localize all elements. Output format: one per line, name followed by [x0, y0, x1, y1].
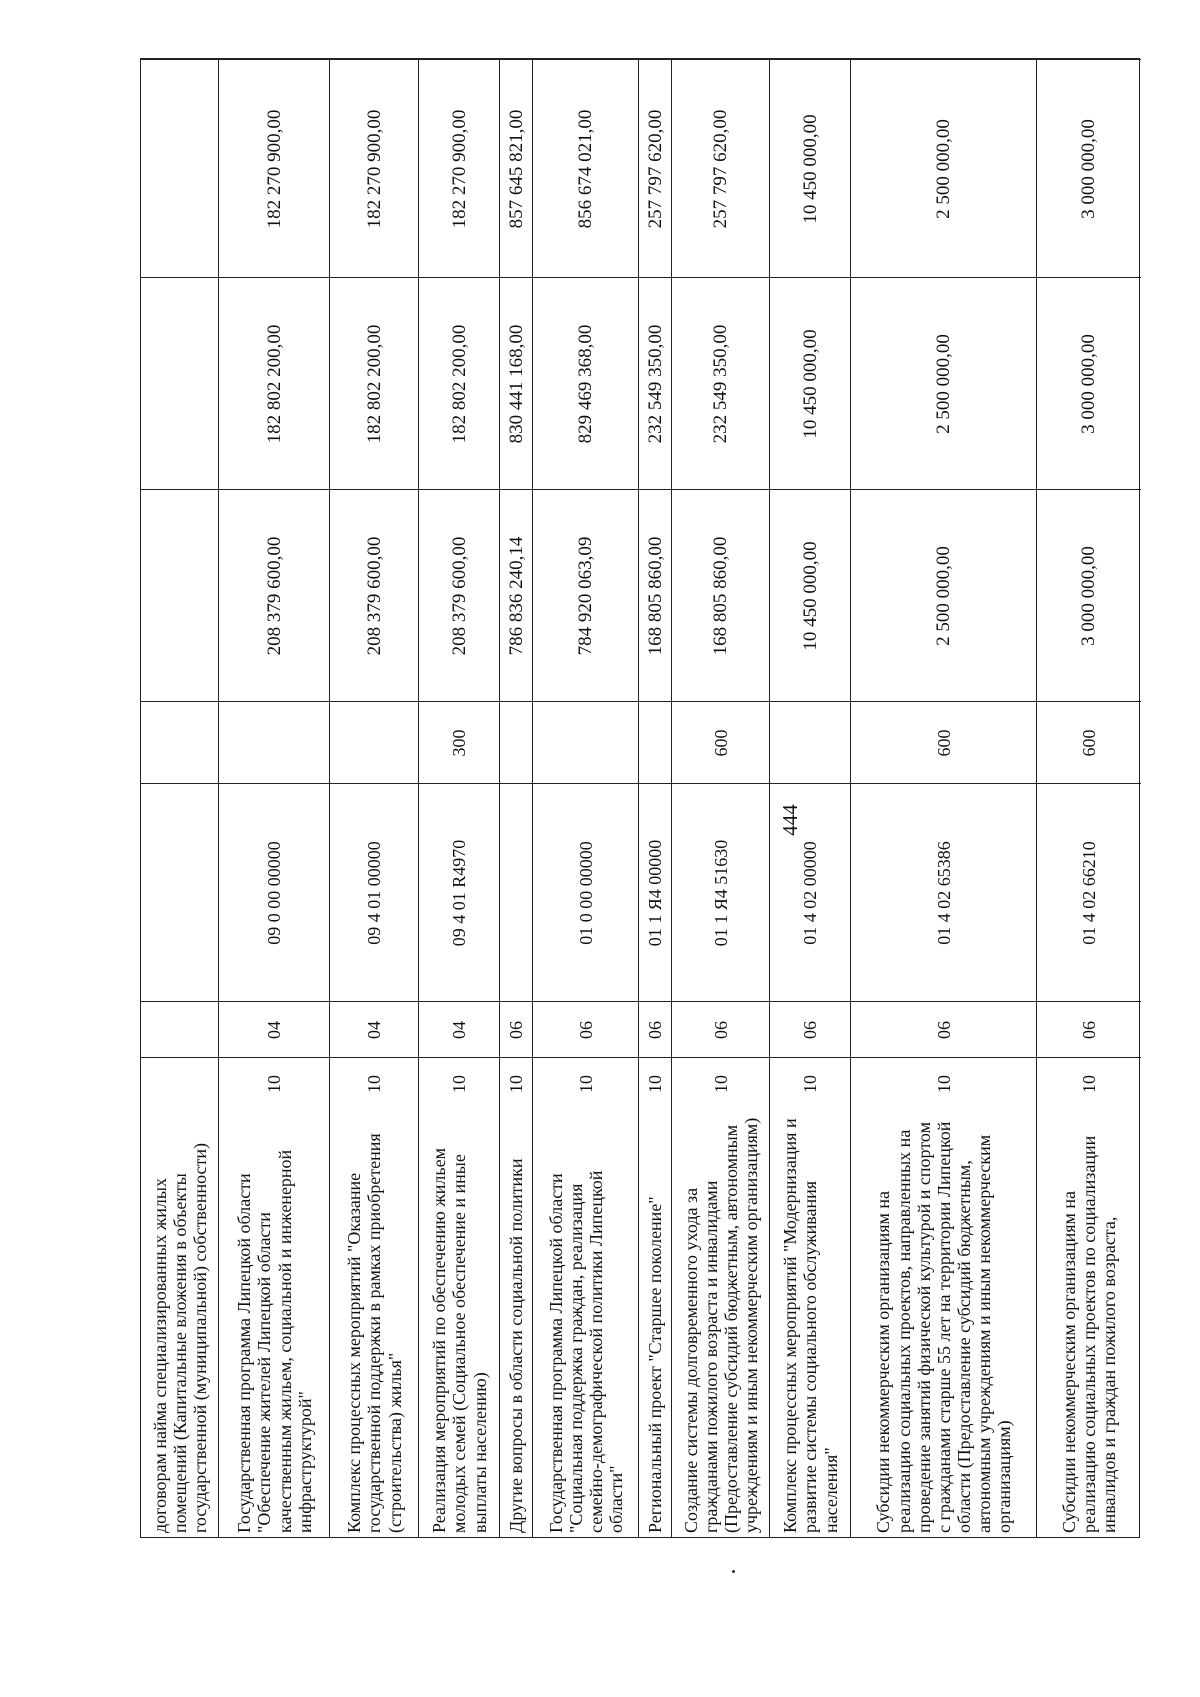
cell-text: 04 — [449, 1021, 470, 1039]
cell-amount2 — [639, 277, 671, 489]
cell-name — [770, 1109, 850, 1539]
cell-text: 2 500 000,00 — [933, 334, 955, 434]
cell-amount2 — [770, 277, 850, 489]
cell-text: 06 — [800, 1021, 821, 1039]
cell-text: 04 — [364, 1021, 385, 1039]
cell-text: 01 4 02 66210 — [1078, 841, 1099, 945]
cell-text: 784 920 063,09 — [575, 536, 597, 656]
cell-target — [419, 783, 499, 1001]
cell-amount3 — [533, 59, 638, 277]
cell-text — [330, 702, 419, 784]
cell-amount3 — [1037, 59, 1141, 277]
cell-text — [500, 784, 533, 1002]
table-row — [500, 59, 533, 1537]
table-row — [330, 59, 419, 1537]
cell-text — [770, 702, 851, 784]
table-row — [770, 59, 851, 1537]
cell-target — [533, 783, 638, 1001]
cell-section — [533, 1057, 638, 1109]
cell-subsection — [770, 1001, 850, 1057]
cell-type — [419, 701, 499, 783]
cell-subsection — [1037, 1001, 1141, 1057]
cell-text: 10 — [264, 1075, 285, 1093]
cell-text — [141, 60, 219, 278]
cell-subsection — [533, 1001, 638, 1057]
cell-text: 10 450 000,00 — [799, 541, 821, 651]
cell-text: 10 — [710, 1075, 731, 1093]
cell-text: 786 836 240,14 — [505, 536, 527, 656]
cell-amount2 — [672, 277, 769, 489]
cell-type — [1037, 701, 1141, 783]
cell-name — [219, 1109, 329, 1539]
cell-subsection — [330, 1001, 418, 1057]
cell-text: Региональный проект "Старшее поколение" — [645, 1196, 666, 1533]
table-row — [141, 59, 219, 1537]
cell-target — [141, 783, 218, 1001]
cell-subsection — [219, 1001, 329, 1057]
cell-text: Субсидии некоммерческим организациям на реализацию социальных проектов, направленных на проведение занятий физической культурой и спортом с гражданами старше 55 лет на территории Липецкой области (Предоставление субсидий бюджетным, автономным учреждениям и иным некоммерческим организациям) — [873, 1121, 1015, 1533]
cell-type — [533, 701, 638, 783]
cell-text: 3 000 000,00 — [1078, 334, 1100, 434]
cell-name — [141, 1109, 218, 1539]
cell-text: 168 805 860,00 — [644, 536, 666, 656]
cell-section — [419, 1057, 499, 1109]
cell-text: 182 270 900,00 — [363, 109, 385, 229]
cell-text: 208 379 600,00 — [263, 536, 285, 656]
cell-section — [330, 1057, 418, 1109]
cell-amount1 — [770, 489, 850, 701]
table-row — [219, 59, 330, 1537]
cell-text: Государственная программа Липецкой области "Социальная поддержка граждан, реализация семейно-демографической политики Липецкой области" — [545, 1170, 627, 1533]
cell-text: 06 — [645, 1021, 666, 1039]
cell-text: 01 1 Я4 00000 — [645, 839, 666, 947]
cell-text: 168 805 860,00 — [710, 536, 732, 656]
cell-text: 830 441 168,00 — [505, 324, 527, 444]
cell-text: Субсидии некоммерческим организациям на реализацию социальных проектов по социализации инвалидов и граждан пожилого возраста, — [1058, 1135, 1120, 1533]
cell-name — [1037, 1109, 1141, 1539]
cell-type — [500, 701, 532, 783]
cell-amount1 — [639, 489, 671, 701]
cell-amount1 — [533, 489, 638, 701]
table-row — [851, 59, 1037, 1537]
cell-text: 06 — [710, 1021, 731, 1039]
cell-amount1 — [851, 489, 1036, 701]
page-number: 444 — [778, 804, 802, 836]
cell-text: 3 000 000,00 — [1078, 546, 1100, 646]
cell-subsection — [851, 1001, 1036, 1057]
cell-subsection — [672, 1001, 769, 1057]
cell-amount2 — [141, 277, 218, 489]
cell-type — [219, 701, 329, 783]
cell-text — [141, 278, 219, 490]
cell-target — [219, 783, 329, 1001]
cell-text: 2 500 000,00 — [933, 119, 955, 219]
cell-text: 10 — [933, 1075, 954, 1093]
cell-text: 857 645 821,00 — [505, 109, 527, 229]
cell-name — [672, 1109, 769, 1539]
cell-name — [533, 1109, 638, 1539]
cell-text: 600 — [1078, 729, 1099, 757]
cell-amount3 — [500, 59, 532, 277]
cell-text: 257 797 620,00 — [710, 109, 732, 229]
cell-text: 829 469 368,00 — [575, 324, 597, 444]
cell-text: Реализация мероприятий по обеспечению жильем молодых семей (Социальное обеспечение и иные выплаты населению) — [429, 1148, 490, 1533]
cell-subsection — [141, 1001, 218, 1057]
cell-text: Комплекс процессных мероприятий "Модернизация и развитие системы социального обслуживания населения" — [780, 1118, 841, 1533]
cell-target — [851, 783, 1036, 1001]
cell-text: Комплекс процессных мероприятий "Оказание государственной поддержки в рамках приобретения (строительства) жилья" — [344, 1133, 405, 1533]
cell-text: 10 — [449, 1075, 470, 1093]
cell-subsection — [419, 1001, 499, 1057]
cell-text: 10 — [1078, 1075, 1099, 1093]
cell-amount1 — [500, 489, 532, 701]
cell-type — [141, 701, 218, 783]
cell-section — [851, 1057, 1036, 1109]
cell-text: 182 802 200,00 — [363, 324, 385, 444]
cell-amount2 — [533, 277, 638, 489]
cell-target — [639, 783, 671, 1001]
cell-amount3 — [219, 59, 329, 277]
cell-target — [330, 783, 418, 1001]
cell-text: 182 270 900,00 — [448, 109, 470, 229]
cell-target — [1037, 783, 1141, 1001]
cell-text — [141, 1058, 219, 1110]
table-row — [672, 59, 770, 1537]
cell-amount3 — [851, 59, 1036, 277]
cell-amount2 — [500, 277, 532, 489]
cell-target — [770, 783, 850, 1001]
cell-text — [500, 702, 533, 784]
cell-text: 3 000 000,00 — [1078, 119, 1100, 219]
cell-text — [219, 702, 330, 784]
cell-amount3 — [419, 59, 499, 277]
cell-type — [639, 701, 671, 783]
cell-text: 01 0 00 00000 — [575, 841, 596, 945]
table-row — [639, 59, 672, 1537]
cell-name — [330, 1109, 418, 1539]
cell-name — [419, 1109, 499, 1539]
cell-text: Создание системы долговременного ухода за гражданами пожилого возраста и инвалидами (Предоставление субсидий бюджетным, автономным учреждениям и иным некоммерческим организациям) — [680, 1117, 762, 1533]
cell-text — [141, 784, 219, 1002]
cell-section — [219, 1057, 329, 1109]
cell-amount3 — [639, 59, 671, 277]
table-row — [533, 59, 639, 1537]
cell-text: 182 802 200,00 — [448, 324, 470, 444]
cell-text: Государственная программа Липецкой области "Обеспечение жителей Липецкой области качественным жильем, социальной и инженерной инфраструктурой" — [234, 1149, 315, 1533]
cell-text: 856 674 021,00 — [575, 109, 597, 229]
cell-amount1 — [672, 489, 769, 701]
cell-text: 232 549 350,00 — [644, 324, 666, 444]
cell-section — [639, 1057, 671, 1109]
cell-section — [770, 1057, 850, 1109]
cell-text: 257 797 620,00 — [644, 109, 666, 229]
cell-text: 300 — [449, 729, 470, 757]
cell-text: 10 — [645, 1075, 666, 1093]
cell-amount2 — [219, 277, 329, 489]
cell-type — [330, 701, 418, 783]
cell-text: 06 — [506, 1021, 527, 1039]
cell-amount3 — [141, 59, 218, 277]
cell-text: 10 — [364, 1075, 385, 1093]
cell-text: 10 450 000,00 — [799, 114, 821, 224]
cell-section — [141, 1057, 218, 1109]
cell-amount2 — [851, 277, 1036, 489]
cell-amount1 — [1037, 489, 1141, 701]
cell-amount1 — [219, 489, 329, 701]
stray-mark — [732, 1570, 735, 1573]
cell-text: договорам найма специализированных жилых помещений (Капитальные вложения в объекты государственной (муниципальной) собственности) — [149, 1142, 211, 1533]
cell-text: 01 4 02 00000 — [800, 841, 821, 945]
cell-amount3 — [330, 59, 418, 277]
cell-text: 232 549 350,00 — [710, 324, 732, 444]
cell-text: 182 270 900,00 — [263, 109, 285, 229]
cell-amount2 — [330, 277, 418, 489]
cell-text: 09 4 01 R4970 — [449, 839, 470, 947]
cell-target — [500, 783, 532, 1001]
cell-subsection — [639, 1001, 671, 1057]
cell-amount2 — [419, 277, 499, 489]
cell-text: 208 379 600,00 — [448, 536, 470, 656]
cell-text — [141, 490, 219, 702]
cell-text: 06 — [1078, 1021, 1099, 1039]
table-row — [419, 59, 500, 1537]
cell-text: 2 500 000,00 — [933, 546, 955, 646]
cell-type — [851, 701, 1036, 783]
cell-amount1 — [141, 489, 218, 701]
cell-target — [672, 783, 769, 1001]
cell-text: 01 4 02 65386 — [933, 841, 954, 945]
cell-text — [141, 702, 219, 784]
cell-section — [1037, 1057, 1141, 1109]
table-row — [1037, 59, 1141, 1537]
cell-type — [672, 701, 769, 783]
cell-amount3 — [770, 59, 850, 277]
cell-text — [141, 1002, 219, 1058]
cell-text: 09 0 00 00000 — [264, 841, 285, 945]
cell-text: 10 — [575, 1075, 596, 1093]
cell-text: 600 — [710, 729, 731, 757]
cell-text: 09 4 01 00000 — [364, 841, 385, 945]
cell-text — [533, 702, 639, 784]
cell-amount2 — [1037, 277, 1141, 489]
cell-text: 600 — [933, 729, 954, 757]
cell-amount1 — [330, 489, 418, 701]
cell-text: 182 802 200,00 — [263, 324, 285, 444]
cell-text — [639, 702, 672, 784]
cell-text: 06 — [575, 1021, 596, 1039]
cell-text: 04 — [264, 1021, 285, 1039]
cell-subsection — [500, 1001, 532, 1057]
cell-text: 01 1 Я4 51630 — [710, 839, 731, 947]
budget-table — [140, 58, 1140, 1538]
cell-text: 10 450 000,00 — [799, 329, 821, 439]
cell-text: 06 — [933, 1021, 954, 1039]
cell-amount1 — [419, 489, 499, 701]
cell-type — [770, 701, 850, 783]
cell-text: 10 — [800, 1075, 821, 1093]
cell-name — [500, 1109, 532, 1539]
cell-text: Другие вопросы в области социальной политики — [506, 1158, 527, 1533]
cell-text: 208 379 600,00 — [363, 536, 385, 656]
cell-amount3 — [672, 59, 769, 277]
cell-section — [500, 1057, 532, 1109]
cell-name — [851, 1109, 1036, 1539]
cell-section — [672, 1057, 769, 1109]
cell-name — [639, 1109, 671, 1539]
cell-text: 10 — [506, 1075, 527, 1093]
